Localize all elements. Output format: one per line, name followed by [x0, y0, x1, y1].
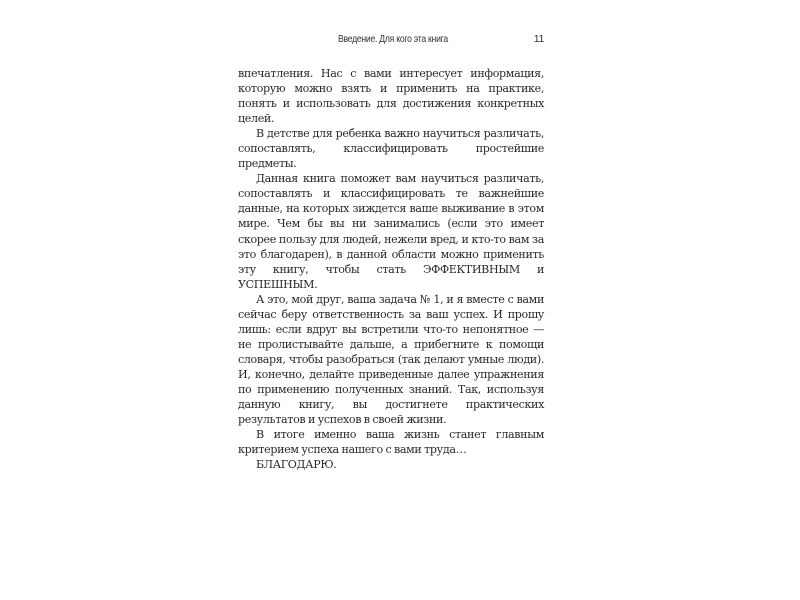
body-text [238, 66, 544, 472]
paragraph: А это, мой друг, ваша задача № 1, и я вместе с вами сейчас беру ответственность за ваш успех. И прошу лишь: если вдруг вы встретили что-то непонятное — не пролистывайте дальше, а прибегните к помощи словаря, чтобы разобраться (так делают умные люди). И, конечно, делайте приведенные далее упражнения по применению полученных знаний. Так, используя данную книгу, вы достигнете практических результатов и успехов в своей жизни. [238, 292, 544, 427]
page-number: 11 [533, 33, 544, 45]
paragraph-continuation: впечатления. Нас с вами интересует информация, которую можно взять и применить на практике, понять и использовать для достижения конкретных целей. [238, 67, 544, 126]
running-title: Введение. Для кого эта книга [338, 33, 448, 45]
running-header [238, 33, 544, 49]
paragraph: В детстве для ребенка важно научиться различать, сопоставлять, классифицировать простейшие предметы. [238, 127, 544, 171]
closing-word: БЛАГОДАРЮ. [256, 458, 337, 472]
paragraph: В итоге именно ваша жизнь станет главным критерием успеха нашего с вами труда… [238, 428, 544, 457]
paragraph: Данная книга поможет вам научиться различать, сопоставлять и классифицировать те важнейшие данные, на которых зиждется ваше выживание в этом мире. Чем бы вы ни занимались (если это имеет скорее пользу для людей, нежели вред, и кто-то вам за это благодарен), в данной области можно применить эту книгу, чтобы стать ЭФФЕКТИВНЫМ и УСПЕШНЫМ. [238, 172, 544, 291]
